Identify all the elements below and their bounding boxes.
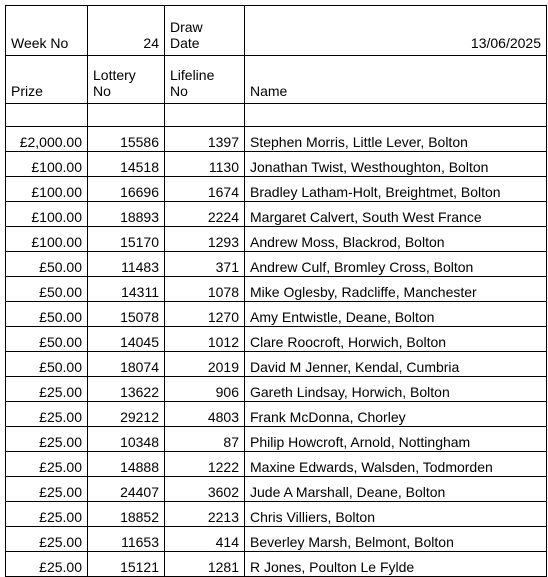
lifeline-no-cell: 87 (165, 427, 245, 452)
name-cell: Gareth Lindsay, Horwich, Bolton (245, 377, 547, 402)
lifeline-no-cell: 414 (165, 527, 245, 552)
lifeline-no-cell: 1674 (165, 177, 245, 202)
lifeline-header-line1: Lifeline (170, 67, 215, 83)
name-cell: Margaret Calvert, South West France (245, 202, 547, 227)
lifeline-no-cell: 1397 (165, 127, 245, 152)
table-row (6, 402, 547, 427)
prize-cell: £25.00 (6, 527, 88, 552)
name-cell: Clare Roocroft, Horwich, Bolton (245, 327, 547, 352)
prize-cell: £50.00 (6, 352, 88, 377)
table-row (6, 352, 547, 377)
draw-date-value: 13/06/2025 (245, 6, 547, 56)
name-cell: Frank McDonna, Chorley (245, 402, 547, 427)
table-row (6, 177, 547, 202)
lottery-no-cell: 14045 (88, 327, 165, 352)
prize-cell: £25.00 (6, 552, 88, 577)
prize-cell: £25.00 (6, 502, 88, 527)
table-row (6, 127, 547, 152)
name-cell: Jude A Marshall, Deane, Bolton (245, 477, 547, 502)
blank-row (6, 104, 547, 127)
table-row (6, 202, 547, 227)
lifeline-no-cell: 1222 (165, 452, 245, 477)
lifeline-no-cell: 1078 (165, 277, 245, 302)
lottery-no-cell: 10348 (88, 427, 165, 452)
lifeline-no-cell: 2213 (165, 502, 245, 527)
lottery-no-cell: 13622 (88, 377, 165, 402)
lottery-no-cell: 18852 (88, 502, 165, 527)
lifeline-header-line2: No (170, 83, 188, 99)
draw-date-label (165, 6, 245, 56)
lottery-no-cell: 18893 (88, 202, 165, 227)
table-row (6, 277, 547, 302)
lifeline-no-cell: 1293 (165, 227, 245, 252)
prize-column-header: Prize (6, 56, 88, 104)
table-row (6, 502, 547, 527)
prize-cell: £50.00 (6, 327, 88, 352)
lottery-no-cell: 14518 (88, 152, 165, 177)
lottery-no-cell: 24407 (88, 477, 165, 502)
blank-cell (88, 104, 165, 127)
table-row (6, 252, 547, 277)
name-cell: Stephen Morris, Little Lever, Bolton (245, 127, 547, 152)
table-row (6, 302, 547, 327)
table-row (6, 377, 547, 402)
name-column-header: Name (245, 56, 547, 104)
table-row (6, 327, 547, 352)
prize-cell: £50.00 (6, 277, 88, 302)
prize-cell: £100.00 (6, 227, 88, 252)
lottery-no-cell: 11483 (88, 252, 165, 277)
name-cell: Andrew Moss, Blackrod, Bolton (245, 227, 547, 252)
prize-cell: £100.00 (6, 177, 88, 202)
lifeline-no-column-header (165, 56, 245, 104)
week-no-value: 24 (88, 6, 165, 56)
prize-cell: £25.00 (6, 452, 88, 477)
prize-cell: £50.00 (6, 252, 88, 277)
name-cell: Amy Entwistle, Deane, Bolton (245, 302, 547, 327)
lottery-no-cell: 15586 (88, 127, 165, 152)
lottery-header-line2: No (93, 83, 111, 99)
lottery-no-cell: 14888 (88, 452, 165, 477)
name-cell: Chris Villiers, Bolton (245, 502, 547, 527)
table-row (6, 477, 547, 502)
blank-cell (245, 104, 547, 127)
lottery-header-line1: Lottery (93, 67, 136, 83)
name-cell: R Jones, Poulton Le Fylde (245, 552, 547, 577)
lifeline-no-cell: 1270 (165, 302, 245, 327)
week-no-label: Week No (6, 6, 88, 56)
name-cell: Beverley Marsh, Belmont, Bolton (245, 527, 547, 552)
table-row (6, 527, 547, 552)
blank-cell (6, 104, 88, 127)
lifeline-no-cell: 1012 (165, 327, 245, 352)
lottery-no-cell: 18074 (88, 352, 165, 377)
lottery-no-cell: 11653 (88, 527, 165, 552)
prize-cell: £25.00 (6, 402, 88, 427)
prize-cell: £25.00 (6, 377, 88, 402)
prize-cell: £2,000.00 (6, 127, 88, 152)
name-cell: Andrew Culf, Bromley Cross, Bolton (245, 252, 547, 277)
lottery-no-cell: 29212 (88, 402, 165, 427)
prize-cell: £100.00 (6, 152, 88, 177)
name-cell: Bradley Latham-Holt, Breightmet, Bolton (245, 177, 547, 202)
lifeline-no-cell: 1281 (165, 552, 245, 577)
lottery-no-cell: 15170 (88, 227, 165, 252)
name-cell: Maxine Edwards, Walsden, Todmorden (245, 452, 547, 477)
header-row-columns (6, 56, 547, 104)
name-cell: Jonathan Twist, Westhoughton, Bolton (245, 152, 547, 177)
lottery-no-cell: 14311 (88, 277, 165, 302)
header-row-week (6, 6, 547, 56)
prize-cell: £25.00 (6, 477, 88, 502)
lottery-no-cell: 16696 (88, 177, 165, 202)
table-row (6, 552, 547, 577)
lifeline-no-cell: 3602 (165, 477, 245, 502)
table-row (6, 227, 547, 252)
table-row (6, 452, 547, 477)
table-row (6, 152, 547, 177)
draw-date-label-line1: Draw (170, 19, 203, 35)
lottery-no-cell: 15121 (88, 552, 165, 577)
lifeline-no-cell: 2224 (165, 202, 245, 227)
lottery-results-table (5, 5, 547, 577)
lifeline-no-cell: 4803 (165, 402, 245, 427)
lifeline-no-cell: 906 (165, 377, 245, 402)
name-cell: Philip Howcroft, Arnold, Nottingham (245, 427, 547, 452)
table-row (6, 427, 547, 452)
lottery-no-column-header (88, 56, 165, 104)
name-cell: Mike Oglesby, Radcliffe, Manchester (245, 277, 547, 302)
lottery-no-cell: 15078 (88, 302, 165, 327)
blank-cell (165, 104, 245, 127)
prize-cell: £100.00 (6, 202, 88, 227)
lifeline-no-cell: 2019 (165, 352, 245, 377)
prize-cell: £25.00 (6, 427, 88, 452)
lifeline-no-cell: 371 (165, 252, 245, 277)
draw-date-label-line2: Date (170, 35, 200, 51)
name-cell: David M Jenner, Kendal, Cumbria (245, 352, 547, 377)
prize-cell: £50.00 (6, 302, 88, 327)
lifeline-no-cell: 1130 (165, 152, 245, 177)
